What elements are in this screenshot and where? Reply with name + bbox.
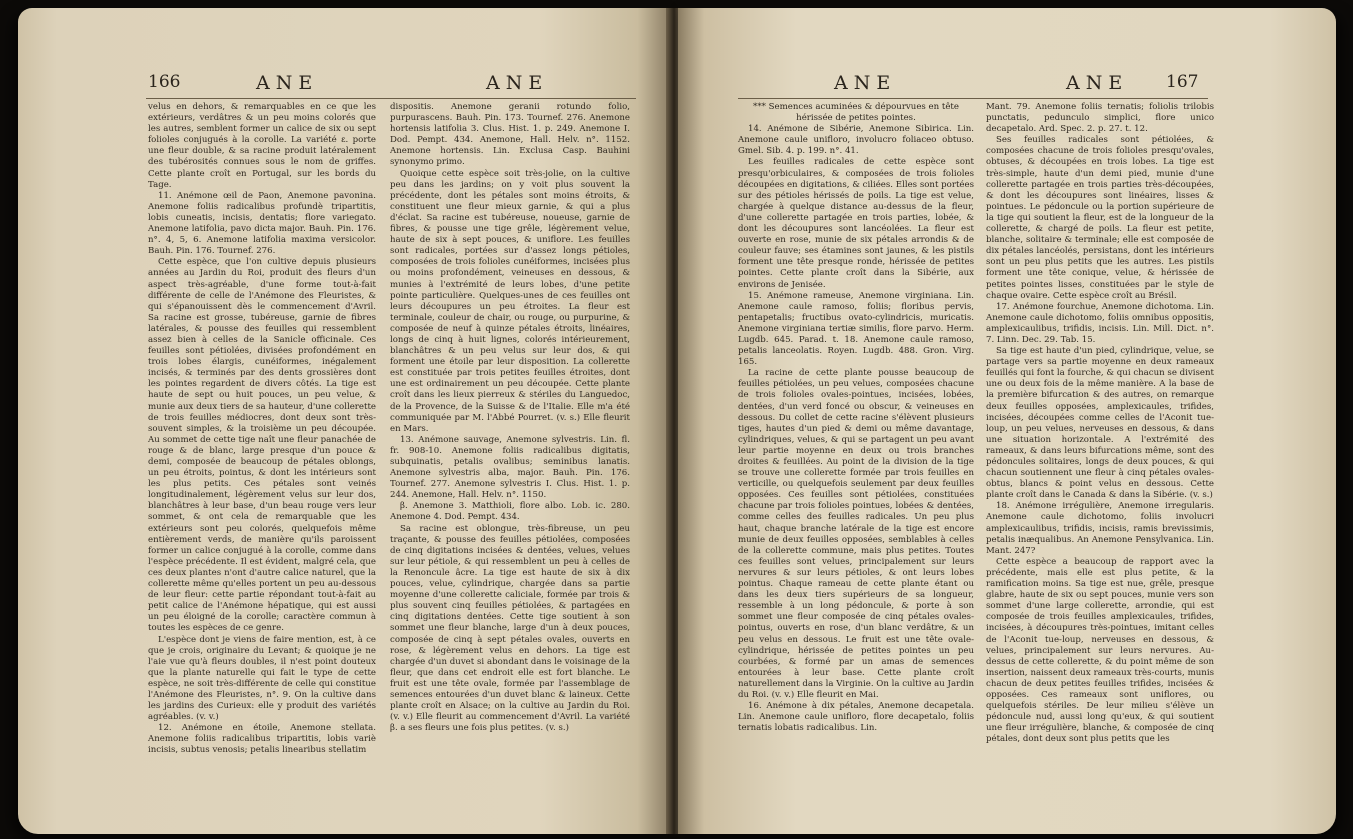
left-page	[18, 8, 670, 834]
page-number: 167	[1166, 72, 1199, 92]
text-column-2	[390, 102, 630, 734]
paragraph: Cette espèce a beaucoup de rapport avec la précédente, mais elle est plus petite, & la ramification moins. Sa tige est nue, grêle, presque glabre, haute de six ou sept pouces, munie vers son sommet d'une large collerette, arrondie, qui est composée de trois feuilles amplexicaules, trifides, incisées, à découpures très-pointues, imitant celles de l'Aconit tue-loup, nerveuses en dessous, & velues, principalement sur leurs nervures. Au-dessus de cette collerette, & du point même de son insertion, naissent deux rameaux très-courts, munis chacun de deux petites feuilles trifides, incisées & opposées. Ces rameaux sont uniflores, ou quelquefois stériles. De leur milieu s'élève un pédoncule nud, aussi long qu'eux, & qui soutient une fleur irrégulière, blanche, & composée de cinq pétales, dont deux sont plus petits que les	[986, 556, 1214, 745]
page-number: 166	[148, 72, 181, 92]
right-page	[678, 8, 1336, 834]
paragraph: dispositis. Anemone geranii rotundo folio, purpurascens. Bauh. Pin. 173. Tournef. 276. Anemone hortensis latifolia 3. Clus. Hist. 1. p. 249. Anemone I. Dod. Pempt. 434. Anemone, Hall. Helv. n°. 1152. Anemone hortensis. Lin. Exclusa Casp. Bauhini synonymo primo.	[390, 102, 630, 168]
paragraph: 12. Anémone en étoile, Anemone stellata. Anemone foliis radicalibus tripartitis, lobis variè incisis, subtus venosis; petalis linearibus stellatim	[148, 723, 376, 756]
paragraph: Quoique cette espèce soit très-jolie, on la cultive peu dans les jardins; on y voit plus souvent la précédente, dont les pétales sont moins étroits, & constituent une fleur mieux garnie, & qui a plus d'éclat. Sa racine est tubéreuse, noueuse, garnie de fibres, & pousse une tige grêle, légèrement velue, haute de six à sept pouces, & uniflore. Les feuilles sont radicales, portées sur d'assez longs pétioles, composées de trois folioles cunéiformes, incisées plus ou moins profondément, veineuses en dessous, & munies à l'extrémité de leurs lobes, d'une petite pointe particulière. Quelques-unes de ces feuilles ont leurs découpures un peu étroites. La fleur est terminale, couleur de chair, ou rouge, ou purpurine, & composée de neuf à quinze pétales étroits, linéaires, longs de cinq à huit lignes, colorés intérieurement, blanchâtres & un peu velus sur leur dos, & qui forment une étoile par leur disposition. La collerette est constituée par trois petites feuilles étroites, dont une est ordinairement un peu découpée. Cette plante croît dans les lieux pierreux & stériles du Languedoc, de la Provence, de la Suisse & de l'Italie. Elle m'a été communiquée par M. l'Abbé Pourret. (v. s.) Elle fleurit en Mars.	[390, 168, 630, 434]
paragraph: Ses feuilles radicales sont pétiolées, & composées chacune de trois folioles presqu'ovales, obtuses, & découpées en trois lobes. La tige est très-simple, haute d'un demi pied, munie d'une collerette partagée en trois parties très-découpées, & dont les découpures sont linéaires, lisses & pointues. Le pédoncule ou la portion supérieure de la tige qui soutient la fleur, est de la longueur de la collerette, & chargé de poils. La fleur est petite, blanche, solitaire & terminale; elle est composée de dix pétales lancéolés, persistans, dont les intérieurs sont un peu plus petits que les autres. Les pistils forment une tête conique, velue, & hérissée de petites pointes lisses, constituées par le style de chaque ovaire. Cette espèce croît au Brésil.	[986, 135, 1214, 301]
paragraph: Cette espèce, que l'on cultive depuis plusieurs années au Jardin du Roi, produit des fleurs d'un aspect très-agréable, d'une forme tout-à-fait différente de celle de l'Anémone des Fleuristes, & qui s'épanouissent dès le commencement d'Avril. Sa racine est grosse, tubéreuse, garnie de fibres latérales, & pousse des feuilles qui ressemblent assez bien à celles de la Sanicle officinale. Ces feuilles sont pétiolées, divisées profondément en trois lobes élargis, cunéiformes, inégalement incisés, & terminés par des dents grossières dont les pointes regardent de divers côtés. La tige est haute de sept ou huit pouces, un peu velue, & munie aux deux tiers de sa hauteur, d'une collerette de trois feuilles médiocres, dont deux sont très-souvent simples, & la troisième un peu découpée. Au sommet de cette tige naît une fleur panachée de rouge & de blanc, large presque d'un pouce & demi, composée de beaucoup de pétales oblongs, un peu étroits, pointus, & dont les intérieurs sont les plus petits. Ces pétales sont veinés longitudinalement, légèrement velus sur leur dos, blanchâtres à leur base, d'un beau rouge vers leur sommet, & ont cela de remarquable que les extérieurs sont peu colorés, quelquefois même entièrement verds, de manière qu'ils paroissent former un calice conjugué à la corolle, comme dans l'espèce précédente. Il est évident, malgré cela, que ces deux plantes n'ont d'autre calice naturel, que la collerette même qu'elles portent un peu au-dessous de leur fleur: cette partie répondant tout-à-fait au petit calice de l'Anémone hépatique, qui est aussi un peu éloigné de la corolle; caractère commun à toutes les espèces de ce genre.	[148, 257, 376, 634]
paragraph: 11. Anémone œil de Paon, Anemone pavonina. Anemone foliis radicalibus profundè tripartitis, lobis cuneatis, incisis, dentatis; flore variegato. Anemone latifolia, pavo dicta major. Bauh. Pin. 176. n°. 4, 5, 6. Anemone latifolia maxima versicolor. Bauh. Pin. 176. Tournef. 276.	[148, 190, 376, 257]
header-rule	[738, 98, 1208, 99]
paragraph: β. Anemone 3. Matthioli, flore albo. Lob. ic. 280. Anemone 4. Dod. Pempt. 434.	[390, 501, 630, 523]
paragraph: velus en dehors, & remarquables en ce que les extérieurs, verdâtres & un peu moins colorés que les autres, semblent former un calice de six ou sept folioles conjugués à la corolle. La variété ε. porte une fleur double, & sa racine produit latéralement des tubérosités connues sous le nom de griffes. Cette plante croît en Portugal, sur les bords du Tage.	[148, 102, 376, 190]
paragraph: L'espèce dont je viens de faire mention, est, à ce que je crois, originaire du Levant; & quoique je ne l'aie vue qu'à fleurs doubles, il n'est point douteux que la plante naturelle qui fait le type de cette espèce, ne soit très-différente de celle qui constitue l'Anémone des Fleuristes, n°. 9. On la cultive dans les jardins des Curieux: elle y produit des variétés agréables. (v. v.)	[148, 634, 376, 723]
running-header-right: ANE	[486, 72, 549, 94]
book-spread	[18, 8, 1336, 834]
paragraph: 15. Anémone rameuse, Anemone virginiana. Lin. Anemone caule ramoso, foliis; floribus pervis, pentapetalis; fructibus ovato-cylindricis, muricatis. Anemone virginiana tertiæ similis, flore parvo. Herm. Lugdb. 645. Parad. t. 18. Anemone caule ramoso, petalis lanceolatis. Royen. Lugdb. 488. Gron. Virg. 165.	[738, 290, 974, 368]
running-header-left: ANE	[834, 72, 897, 94]
paragraph: Les feuilles radicales de cette espèce sont presqu'orbiculaires, & composées de trois folioles découpées en digitations, & ciliées. Elles sont portées sur des pétioles hérissés de poils. La tige est velue, chargée à quelque distance au-dessus de la fleur, d'une collerette partagée en trois parties, lobée, & dont les découpures sont lancéolées. La fleur est ouverte en rose, munie de six pétales arrondis & de couleur fauve; ses étamines sont jaunes, & les pistils forment une tête presque ronde, hérissée de petites pointes. Cette plante croît dans la Sibérie, aux environs de Jenisée.	[738, 157, 974, 290]
paragraph: 17. Anémone fourchue, Anemone dichotoma. Lin. Anemone caule dichotomo, foliis omnibus oppositis, amplexicaulibus, trifidis, incisis. Lin. Mill. Dict. n°. 7. Linn. Dec. 29. Tab. 15.	[986, 301, 1214, 345]
text-column-1	[148, 102, 376, 757]
paragraph: Sa tige est haute d'un pied, cylindrique, velue, se partage vers sa partie moyenne en deux rameaux feuillés qui font la fourche, & qui chacun se divisent une ou deux fois de la même manière. A la base de la première bifurcation & des autres, on remarque deux feuilles opposées, amplexicaules, trifides, incisées, découpées comme celles de l'Aconit tue-loup, un peu velues, nerveuses en dessous, & dans une situation horizontale. A l'extrémité des rameaux, & dans leurs bifurcations même, sont des pédoncules solitaires, longs de deux pouces, & qui chacun soutiennent une fleur à cinq pétales ovales-obtus, blancs & point velus en dessous. Cette plante croît dans le Canada & dans la Sibérie. (v. s.)	[986, 346, 1214, 501]
text-column-1	[738, 102, 974, 734]
paragraph: Mant. 79. Anemone foliis ternatis; foliolis trilobis punctatis, pedunculo simplici, flore unico decapetalo. Ard. Spec. 2. p. 27. t. 12.	[986, 102, 1214, 135]
paragraph: 16. Anémone à dix pétales, Anemone decapetala. Lin. Anemone caule unifloro, flore decapetalo, foliis ternatis lobatis radicalibus. Lin.	[738, 701, 974, 734]
running-header-left: ANE	[256, 72, 319, 94]
running-header-right: ANE	[1066, 72, 1129, 94]
paragraph: La racine de cette plante pousse beaucoup de feuilles pétiolées, un peu velues, composées chacune de trois folioles ovales-pointues, incisées, lobées, dentées, d'un verd foncé ou obscur, & veineuses en dessous. Du collet de cette racine s'élèvent plusieurs tiges, hautes d'un pied & demi ou même davantage, cylindriques, velues, & qui se partagent un peu avant leur partie moyenne en deux ou trois branches droites & feuillées. Au point de la division de la tige se trouve une collerette formée par trois feuilles en verticille, ou quelquefois seulement par deux feuilles opposées. Ces feuilles sont pétiolées, constituées chacune par trois folioles pointues, lobées & dentées, comme celles des feuilles radicales. Un peu plus haut, chaque branche latérale de la tige est encore munie de deux feuilles opposées, semblables à celles de la collerette commune, mais plus petites. Toutes ces feuilles sont velues, principalement sur leurs nervures & sur leurs pétioles, & ont leurs lobes pointus. Chaque rameau de cette plante étant ou dans les deux tiers supérieurs de sa longueur, ressemble à un long pédoncule, & porte à son sommet une fleur composée de cinq pétales ovales-pointus, ouverts en rose, d'un blanc verdâtre, & un peu velus en dessous. Le fruit est une tête ovale-cylindrique, hérissée de petites pointes un peu courbées, & formé par un amas de semences entourées à leur base. Cette plante croît naturellement dans la Virginie. On la cultive au Jardin du Roi. (v. v.) Elle fleurit en Mai.	[738, 368, 975, 700]
paragraph: 14. Anémone de Sibérie, Anemone Sibirica. Lin. Anemone caule unifloro, involucro foliaceo obtuso. Gmel. Sib. 4. p. 199. n°. 41.	[738, 124, 974, 157]
section-heading: *** Semences acuminées & dépourvues en tête hérissée de petites pointes.	[753, 102, 959, 124]
paragraph: 13. Anémone sauvage, Anemone sylvestris. Lin. fl. fr. 908-10. Anemone foliis radicalibus digitatis, subquinatis, petalis ovalibus; seminibus lanatis. Anemone sylvestris alba, major. Bauh. Pin. 176. Tournef. 277. Anemone sylvestris I. Clus. Hist. 1. p. 244. Anemone, Hall. Helv. n°. 1150.	[390, 434, 630, 501]
paragraph: Sa racine est oblongue, très-fibreuse, un peu traçante, & pousse des feuilles pétiolées, composées de cinq digitations incisées & dentées, velues, velues sur leur pétiole, & qui ressemblent un peu à celles de la Renoncule âcre. La tige est haute de six à dix pouces, velue, cylindrique, chargée dans sa partie moyenne d'une collerette caliciale, formée par trois & plus souvent cinq feuilles pétiolées, & partagées en cinq digitations dentées. Cette tige soutient à son sommet une fleur blanche, large d'un à deux pouces, composée de cinq à sept pétales ovales, ouverts en rose, & légèrement velus en dehors. La tige est chargée d'un duvet si abondant dans le voisinage de la fleur, que dans cet endroit elle est fort blanche. Le fruit est une tête ovale, formée par l'assemblage de semences entourées d'un duvet blanc & laineux. Cette plante croît en Alsace; on la cultive au Jardin du Roi. (v. v.) Elle fleurit au commencement d'Avril. La variété β. a ses fleurs une fois plus petites. (v. s.)	[390, 523, 630, 734]
paragraph: 18. Anémone irrégulière, Anemone irregularis. Anemone caule dichotomo, foliis involucri amplexicaulibus, trifidis, incisis, ramis brevissimis, petalis inæqualibus. An Anemone Pensylvanica. Lin. Mant. 247?	[986, 501, 1214, 556]
header-rule	[146, 98, 636, 99]
text-column-2	[986, 102, 1214, 745]
